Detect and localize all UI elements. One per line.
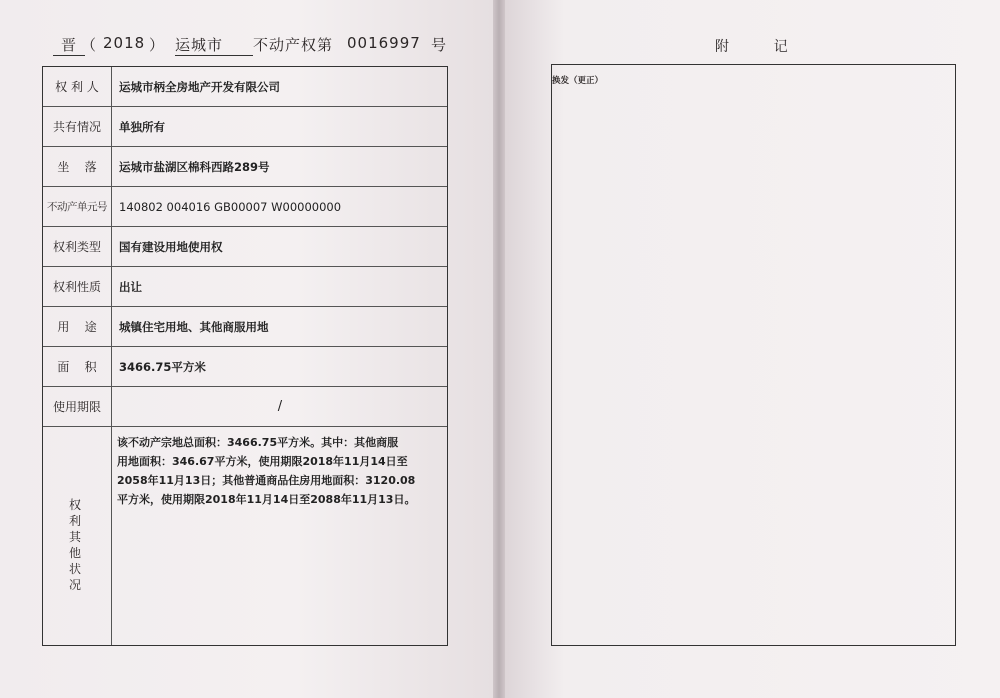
field-label: 用 途 [43,307,112,346]
field-value: 3466.75平方米 [119,359,206,374]
other-rights-label: 权利其他状况 [69,498,82,592]
field-value: 城镇住宅用地、其他商服用地 [119,319,269,334]
field-value: 运城市柄全房地产开发有限公司 [119,79,280,94]
notes-entry: 换发（更正） [552,76,604,86]
table-row [43,267,447,307]
certificate-suffix: 号 [431,36,448,54]
other-rights-line: 平方米，使用期限2018年11月14日至2088年11月13日。 [117,493,416,506]
field-label: 权利性质 [43,267,112,306]
book-gutter [493,0,505,698]
field-label: 共有情况 [43,107,112,146]
other-rights-section [43,427,447,645]
table-row [43,307,447,347]
field-label: 使用期限 [43,387,112,426]
other-rights-line: 2058年11月13日；其他普通商品住房用地面积：3120.08 [117,474,416,487]
field-label: 权利类型 [43,227,112,266]
table-row [43,387,447,427]
certificate-header [45,30,455,60]
table-row [43,227,447,267]
field-value: 出让 [119,279,142,294]
field-value: / [277,399,283,414]
other-rights-text [117,433,441,509]
table-row [43,147,447,187]
notes-box [551,64,956,646]
table-row [43,187,447,227]
close-paren: ） [149,36,166,54]
table-row [43,67,447,107]
table-row [43,107,447,147]
table-row [43,347,447,387]
year: 2018 [103,34,146,52]
certificate-title: 不动产权第 [253,36,334,54]
other-rights-label-cell [43,427,112,645]
certificate-number: 0016997 [347,34,421,52]
open-paren: （ [81,36,98,54]
notes-title: 附 记 [715,39,789,55]
other-rights-line: 用地面积：346.67平方米，使用期限2018年11月14日至 [117,455,408,468]
field-value: 单独所有 [119,119,165,134]
other-rights-line: 该不动产宗地总面积：3466.75平方米。其中：其他商服 [117,436,399,449]
city: 运城市 [175,34,253,56]
field-value: 国有建设用地使用权 [119,239,223,254]
field-value: 运城市盐湖区棉科西路289号 [119,159,270,174]
province: 晋 [53,34,85,56]
field-label: 权 利 人 [43,67,112,106]
field-label: 面 积 [43,347,112,386]
property-table [42,66,448,646]
field-value: 140802 004016 GB00007 W00000000 [119,199,342,214]
field-label: 坐 落 [43,147,112,186]
field-label: 不动产单元号 [43,187,112,226]
